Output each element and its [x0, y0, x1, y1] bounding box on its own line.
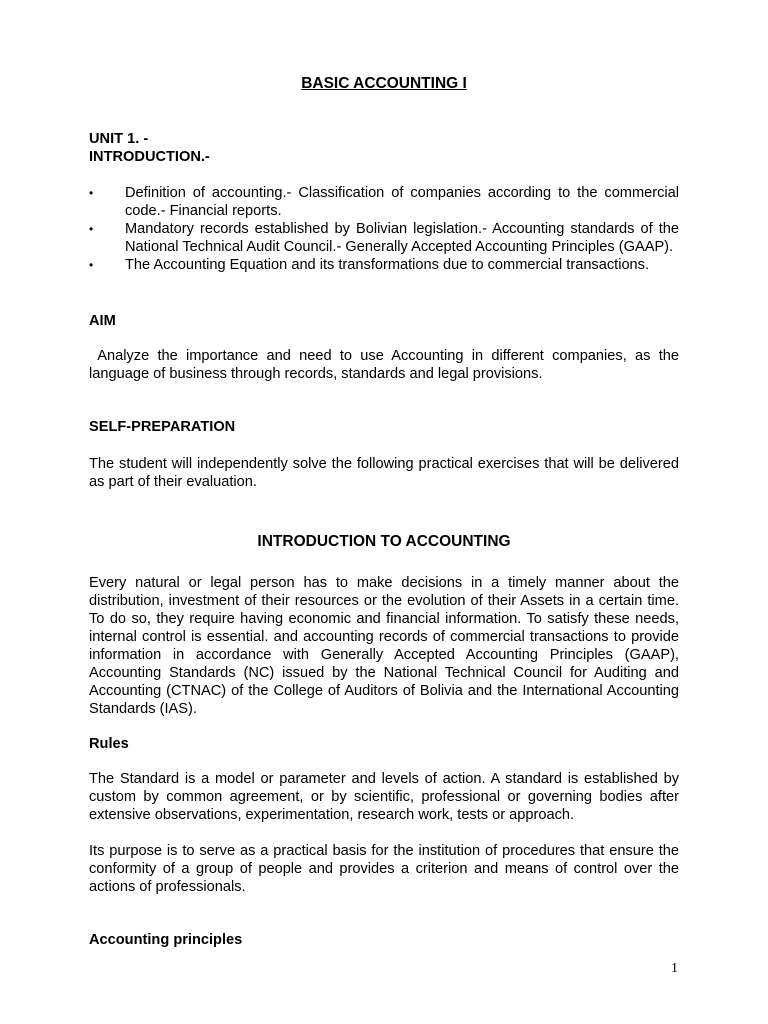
- topic-text: The Accounting Equation and its transformations due to commercial transactions.: [125, 257, 650, 273]
- topic-text: Definition of accounting.- Classification of companies according to the commercial code.- Financial reports.: [125, 185, 679, 219]
- topics-list: [89, 184, 679, 274]
- list-item: [89, 184, 679, 220]
- self-preparation-heading: SELF-PREPARATION: [89, 419, 236, 435]
- document-title: BASIC ACCOUNTING I: [301, 75, 467, 92]
- self-preparation-paragraph: The student will independently solve the following practical exercises that will be delivered as part of their evaluation.: [89, 456, 679, 490]
- intro-paragraph: Every natural or legal person has to make decisions in a timely manner about the distribution, investment of their resources or the evolution of their Assets in a certain time. To do so, they require having economic and financial information. To satisfy these needs, internal control is essential. and accounting records of commercial transactions to provide information in accordance with Generally Accepted Accounting Principles (GAAP), Accounting Standards (NC) issued by the National Technical Council for Auditing and Accounting (CTNAC) of the College of Auditors of Bolivia and the International Accounting Standards (IAS).: [89, 575, 679, 717]
- list-item: [89, 256, 679, 274]
- page-number: 1: [671, 961, 678, 976]
- bullet-icon: •: [89, 258, 94, 272]
- aim-paragraph: Analyze the importance and need to use Accounting in different companies, as the language of business through records, standards and legal provisions.: [89, 348, 684, 382]
- intro-heading: INTRODUCTION TO ACCOUNTING: [257, 533, 511, 550]
- accounting-principles-heading: Accounting principles: [89, 932, 243, 948]
- rules-paragraph-2: Its purpose is to serve as a practical basis for the institution of procedures that ensure the conformity of a group of people and provides a criterion and means of control over the actions of professionals.: [89, 843, 679, 895]
- list-item: [89, 220, 679, 256]
- topic-text: Mandatory records established by Bolivian legislation.- Accounting standards of the National Technical Audit Council.- Generally Accepted Accounting Principles (GAAP).: [125, 221, 679, 255]
- unit-name: INTRODUCTION.-: [89, 149, 210, 165]
- unit-label: UNIT 1. -: [89, 131, 149, 147]
- rules-heading: Rules: [89, 736, 129, 752]
- bullet-icon: •: [89, 186, 94, 200]
- bullet-icon: •: [89, 222, 94, 236]
- rules-paragraph-1: The Standard is a model or parameter and levels of action. A standard is established by custom by common agreement, or by scientific, professional or governing bodies after extensive observations, experimentation, research work, tests or approach.: [89, 771, 679, 823]
- aim-heading: AIM: [89, 313, 116, 329]
